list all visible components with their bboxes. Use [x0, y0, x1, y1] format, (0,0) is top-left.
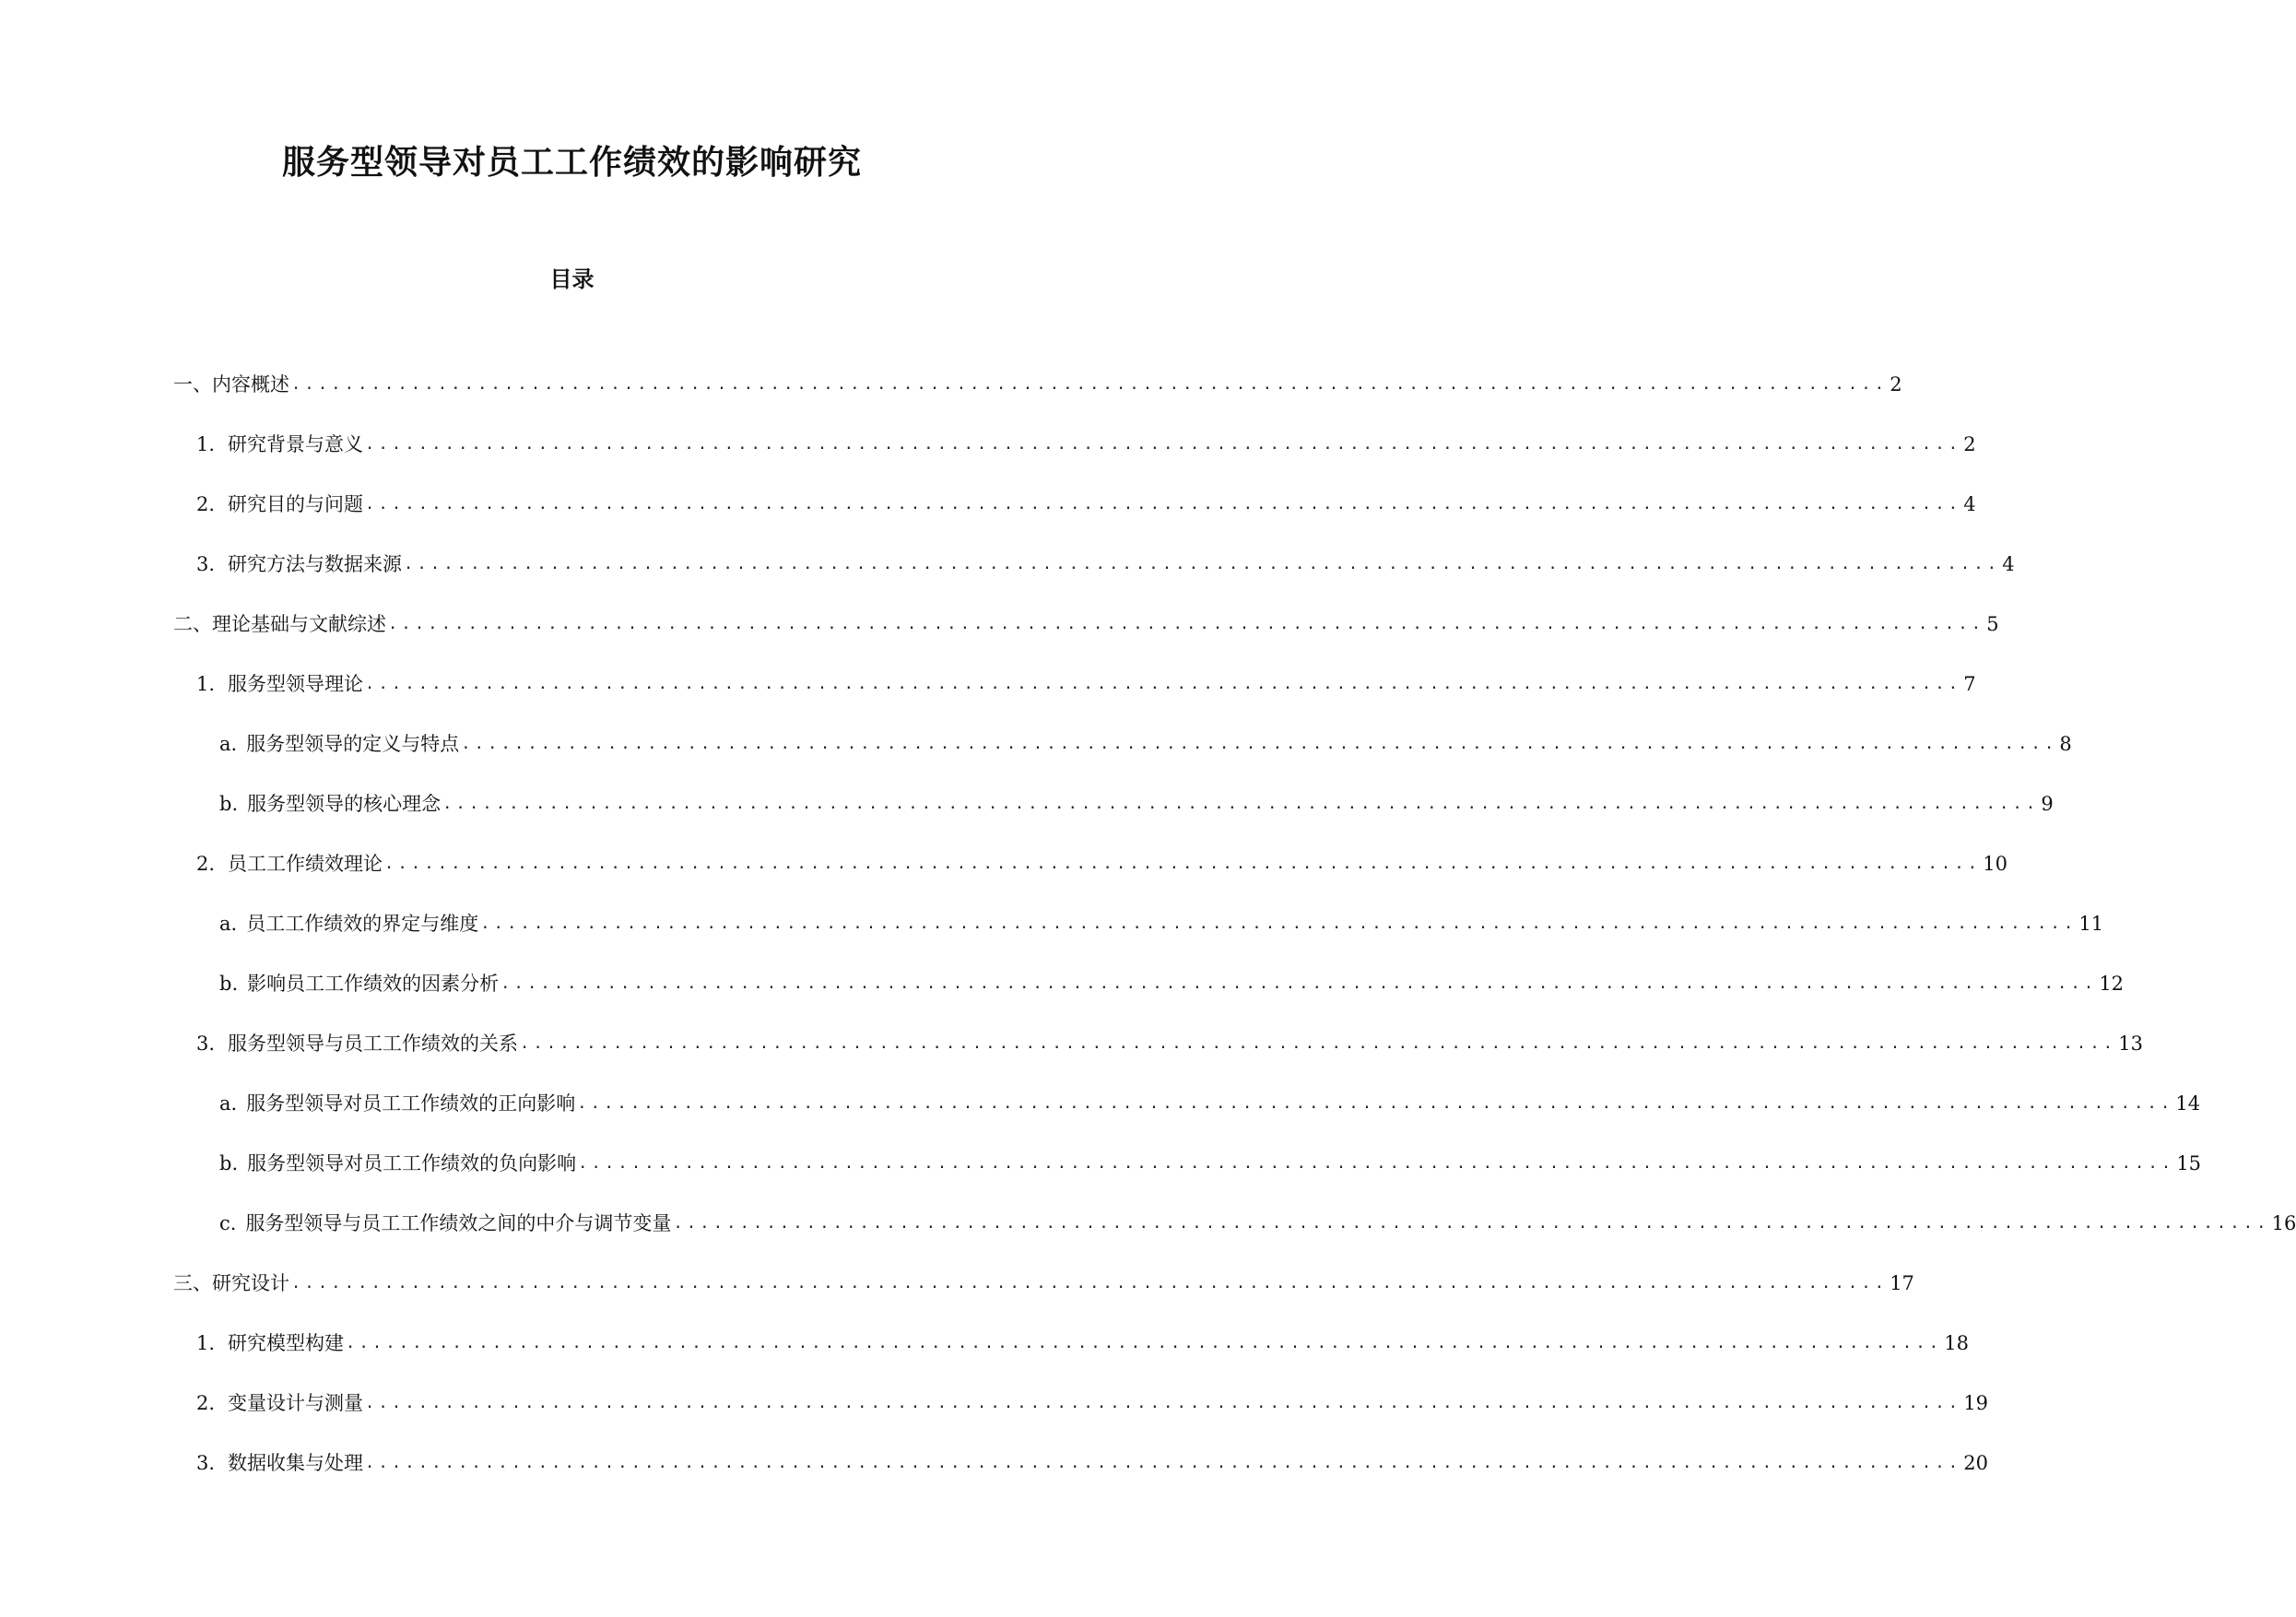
toc-entry-page: 2: [1963, 432, 1976, 455]
toc-entry-number: a.: [219, 1092, 238, 1115]
toc-entry[interactable]: [0, 953, 2125, 1013]
toc-entry-number: a.: [219, 732, 238, 755]
toc-entry-title: 员工工作绩效的界定与维度: [246, 912, 479, 935]
toc-dot-leader: ........................................................................................................................: [384, 854, 1982, 873]
toc-entry-number: 二、: [173, 612, 212, 635]
toc-entry-page: 8: [2059, 732, 2072, 755]
toc-entry-title: 员工工作绩效理论: [228, 852, 383, 875]
toc-entry-page: 4: [1963, 492, 1976, 515]
toc-dot-leader: ........................................................................................................................: [291, 1273, 1889, 1292]
toc-entry-page: 7: [1963, 672, 1976, 695]
toc-entry[interactable]: [0, 534, 2015, 594]
toc-entry[interactable]: [0, 354, 1902, 414]
toc-entry-number: 3.: [196, 552, 216, 575]
toc-dot-leader: ........................................................................................................................: [346, 1333, 1943, 1352]
toc-entry-page: 18: [1944, 1331, 1969, 1354]
toc-entry[interactable]: [0, 1133, 2202, 1193]
toc-entry-title: 研究方法与数据来源: [228, 552, 403, 575]
toc-entry-number: c.: [219, 1211, 237, 1234]
toc-entry-number: 2.: [196, 492, 216, 515]
toc-entry-title: 服务型领导与员工工作绩效的关系: [228, 1032, 519, 1055]
toc-entry-page: 5: [1986, 612, 1999, 635]
toc-entry[interactable]: [0, 833, 2008, 893]
toc-entry-page: 14: [2175, 1092, 2201, 1115]
toc-entry-title: 研究背景与意义: [228, 432, 364, 455]
toc-entry-page: 12: [2099, 972, 2125, 995]
toc-entry-number: b.: [219, 1151, 239, 1174]
toc-entry-page: 10: [1983, 852, 2008, 875]
toc-entry-title: 影响员工工作绩效的因素分析: [247, 972, 500, 995]
toc-entry-title: 研究模型构建: [228, 1331, 345, 1354]
toc-entry-number: 2.: [196, 1391, 216, 1414]
toc-dot-leader: ........................................................................................................................: [442, 794, 2040, 813]
toc-entry-number: 1.: [196, 432, 216, 455]
toc-entry-number: 三、: [173, 1271, 212, 1294]
toc-entry[interactable]: [0, 1073, 2201, 1133]
toc-entry-title: 变量设计与测量: [228, 1391, 364, 1414]
toc-entry[interactable]: [0, 654, 1976, 714]
toc-entry-title: 研究设计: [212, 1271, 289, 1294]
toc-entry[interactable]: [0, 414, 1976, 474]
toc-dot-leader: ........................................................................................................................: [365, 494, 1962, 513]
toc-dot-leader: ........................................................................................................................: [500, 974, 2098, 993]
toc-entry[interactable]: [0, 594, 1999, 654]
toc-entry-number: 2.: [196, 852, 216, 875]
toc-entry-title: 研究目的与问题: [228, 492, 364, 515]
document-title: 服务型领导对员工工作绩效的影响研究: [281, 143, 862, 182]
toc-dot-leader: ........................................................................................................................: [388, 614, 1985, 633]
toc-entry[interactable]: [0, 1373, 1988, 1433]
toc-entry-page: 19: [1963, 1391, 1988, 1414]
toc-entry-number: 一、: [173, 372, 212, 395]
toc-dot-leader: ........................................................................................................................: [578, 1153, 2175, 1173]
toc-entry[interactable]: [0, 1013, 2143, 1073]
toc-entry-number: 3.: [196, 1032, 216, 1055]
toc-dot-leader: ........................................................................................................................: [365, 1453, 1962, 1472]
toc-entry-number: a.: [219, 912, 238, 935]
toc-entry-page: 9: [2041, 792, 2054, 815]
toc-entry-title: 服务型领导对员工工作绩效的负向影响: [247, 1151, 577, 1174]
toc-entry-page: 17: [1890, 1271, 1914, 1294]
toc-entry[interactable]: [0, 1433, 1988, 1493]
toc-entry-number: 1.: [196, 672, 216, 695]
toc-entry[interactable]: [0, 1193, 2296, 1253]
toc-entry-title: 内容概述: [212, 372, 289, 395]
toc-entry-title: 服务型领导对员工工作绩效的正向影响: [246, 1092, 576, 1115]
toc-entry[interactable]: [0, 773, 2054, 833]
table-of-contents: [0, 354, 2296, 1493]
toc-dot-leader: ........................................................................................................................: [673, 1213, 2270, 1233]
toc-entry-number: b.: [219, 972, 239, 995]
toc-entry-page: 15: [2176, 1151, 2202, 1174]
toc-dot-leader: ........................................................................................................................: [291, 374, 1889, 394]
toc-entry[interactable]: [0, 1313, 1969, 1373]
toc-entry-number: b.: [219, 792, 239, 815]
toc-entry-title: 理论基础与文献综述: [212, 612, 386, 635]
toc-dot-leader: ........................................................................................................................: [520, 1033, 2117, 1053]
toc-entry-page: 4: [2002, 552, 2015, 575]
toc-entry-title: 服务型领导与员工工作绩效之间的中介与调节变量: [245, 1211, 672, 1234]
toc-entry-title: 服务型领导的定义与特点: [246, 732, 460, 755]
toc-entry-title: 服务型领导的核心理念: [247, 792, 442, 815]
toc-entry[interactable]: [0, 893, 2104, 953]
toc-dot-leader: ........................................................................................................................: [365, 434, 1962, 454]
toc-dot-leader: ........................................................................................................................: [365, 674, 1962, 693]
toc-dot-leader: ........................................................................................................................: [577, 1093, 2174, 1113]
toc-entry[interactable]: [0, 1253, 1914, 1313]
toc-entry-page: 16: [2271, 1211, 2296, 1234]
toc-entry-number: 1.: [196, 1331, 216, 1354]
toc-entry-page: 13: [2118, 1032, 2143, 1055]
toc-entry-title: 服务型领导理论: [228, 672, 364, 695]
toc-dot-leader: ........................................................................................................................: [461, 734, 2058, 753]
toc-entry-title: 数据收集与处理: [228, 1451, 364, 1474]
toc-entry-number: 3.: [196, 1451, 216, 1474]
toc-entry[interactable]: [0, 474, 1976, 534]
toc-dot-leader: ........................................................................................................................: [404, 554, 2001, 573]
toc-heading: 目录: [549, 266, 595, 292]
toc-entry-page: 2: [1890, 372, 1902, 395]
toc-dot-leader: ........................................................................................................................: [365, 1393, 1962, 1412]
toc-dot-leader: ........................................................................................................................: [480, 914, 2078, 933]
toc-entry-page: 20: [1963, 1451, 1988, 1474]
toc-entry-page: 11: [2078, 912, 2104, 935]
toc-entry[interactable]: [0, 714, 2072, 773]
